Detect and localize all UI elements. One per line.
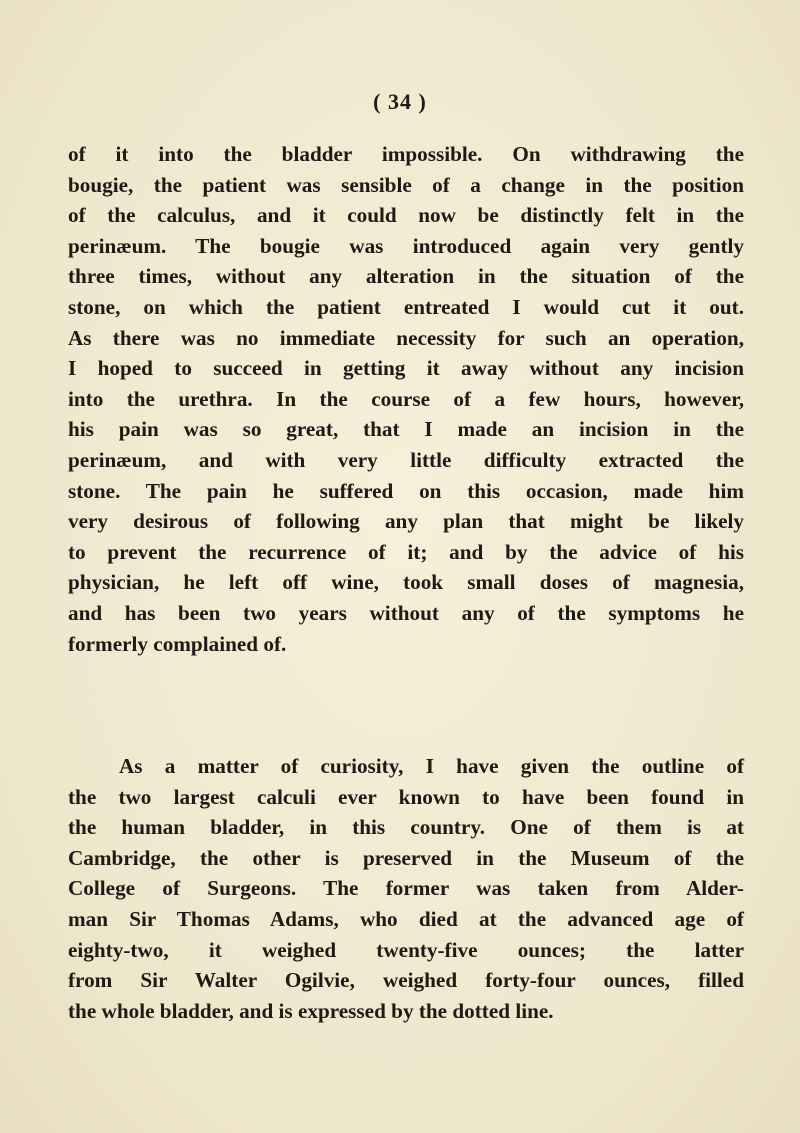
text-line: stone. The pain he suffered on this occasion, made him [68, 478, 744, 503]
text-line: of the calculus, and it could now be distinctly felt in the [68, 203, 744, 228]
text-line: stone, on which the patient entreated I would cut it out. [68, 294, 744, 319]
text-line: physician, he left off wine, took small doses of magnesia, [68, 570, 744, 595]
text-line: As there was no immediate necessity for such an operation, [68, 325, 744, 350]
text-line: I hoped to succeed in getting it away without any incision [68, 356, 744, 381]
text-line: the whole bladder, and is expressed by the dotted line. [68, 998, 554, 1023]
paragraph-2 [68, 751, 744, 1026]
text-line: College of Surgeons. The former was taken from Alder- [68, 876, 744, 901]
text-line: from Sir Walter Ogilvie, weighed forty-four ounces, filled [68, 968, 744, 993]
text-line: of it into the bladder impossible. On withdrawing the [68, 142, 744, 166]
text-line: the two largest calculi ever known to have been found in [68, 784, 744, 809]
text-line: formerly complained of. [68, 631, 287, 656]
text-line: bougie, the patient was sensible of a change in the position [68, 172, 744, 197]
text-line: As a matter of curiosity, I have given the outline of [119, 754, 744, 778]
text-line: three times, without any alteration in the situation of the [68, 264, 744, 289]
text-line: and has been two years without any of the symptoms he [68, 600, 744, 625]
text-line: eighty-two, it weighed twenty-five ounces; the latter [68, 937, 744, 962]
text-line: to prevent the recurrence of it; and by the advice of his [68, 539, 744, 564]
text-line: perinæum, and with very little difficulty extracted the [68, 447, 744, 472]
text-line: the human bladder, in this country. One of them is at [68, 815, 744, 840]
text-line: man Sir Thomas Adams, who died at the advanced age of [68, 906, 744, 931]
text-line: into the urethra. In the course of a few hours, however, [68, 386, 744, 411]
page-number: ( 34 ) [373, 89, 427, 114]
text-line: perinæum. The bougie was introduced again very gently [68, 233, 744, 258]
paragraph-1 [68, 139, 744, 659]
text-line: his pain was so great, that I made an incision in the [68, 417, 744, 442]
text-line: Cambridge, the other is preserved in the Museum of the [68, 845, 744, 870]
text-line: very desirous of following any plan that might be likely [68, 509, 744, 534]
